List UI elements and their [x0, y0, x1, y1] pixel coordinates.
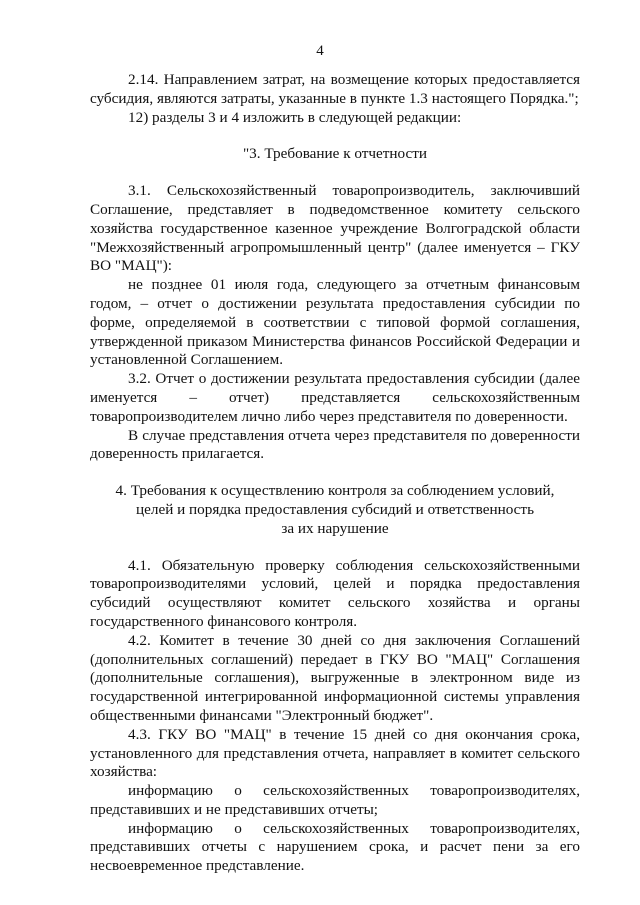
paragraph-4-3: 4.3. ГКУ ВО "МАЦ" в течение 15 дней со дня окончания срока, установленного для представления отчета, направляет в комитет сельского хозяйства:: [90, 725, 580, 781]
paragraph-4-3-item-1: информацию о сельскохозяйственных товаропроизводителях, представивших и не представивших отчеты;: [90, 782, 580, 818]
paragraph-3-2-note: В случае представления отчета через представителя по доверенности доверенность прилагается.: [90, 426, 580, 463]
paragraph-12: 12) разделы 3 и 4 изложить в следующей редакции:: [128, 108, 462, 126]
section-3-heading: "3. Требование к отчетности: [242, 145, 428, 163]
section-4-heading-line-1: 4. Требования к осуществлению контроля за соблюдением условий,: [115, 482, 555, 500]
section-4-heading-line-3: за их нарушение: [281, 519, 389, 537]
paragraph-3-1: 3.1. Сельскохозяйственный товаропроизводитель, заключивший Соглашение, представляет в подведомственное комитету сельского хозяйства государственное казенное учреждение Волгоградской области "Межхозяйственный агропромышленный центр" (далее именуется – ГКУ ВО "МАЦ"):: [90, 182, 580, 275]
paragraph-4-2: 4.2. Комитет в течение 30 дней со дня заключения Соглашений (дополнительных соглашений) передает в ГКУ ВО "МАЦ" Соглашения (дополнительные соглашения), выгруженные в электронном виде из государственной интегрированной информационной системы управления общественными финансами "Электронный бюджет".: [90, 631, 580, 724]
paragraph-2-14: 2.14. Направлением затрат, на возмещение которых предоставляется субсидия, являются затраты, указанные в пункте 1.3 настоящего Порядка.";: [90, 71, 580, 107]
paragraph-3-2: 3.2. Отчет о достижении результата предоставления субсидии (далее именуется – отчет) представляется сельскохозяйственным товаропроизводителем лично либо через представителя по доверенности.: [90, 370, 580, 425]
document-body: [90, 71, 580, 876]
section-4-heading-line-2: целей и порядка предоставления субсидий и ответственность: [136, 500, 534, 518]
page-number: 4: [316, 43, 324, 59]
paragraph-3-1-item: не позднее 01 июля года, следующего за отчетным финансовым годом, – отчет о достижении результата предоставления субсидии по форме, определяемой в соответствии с типовой формой соглашения, утвержденной приказом Министерства финансов Российской Федерации и установленной Соглашением.: [90, 276, 580, 369]
paragraph-4-3-item-2: информацию о сельскохозяйственных товаропроизводителях, представивших отчеты с нарушением срока, и расчет пени за его несвоевременное представление.: [90, 819, 580, 875]
paragraph-4-1: 4.1. Обязательную проверку соблюдения сельскохозяйственными товаропроизводителями условий, целей и порядка предоставления субсидий осуществляют комитет сельского хозяйства и органы государственного финансового контроля.: [90, 556, 580, 630]
